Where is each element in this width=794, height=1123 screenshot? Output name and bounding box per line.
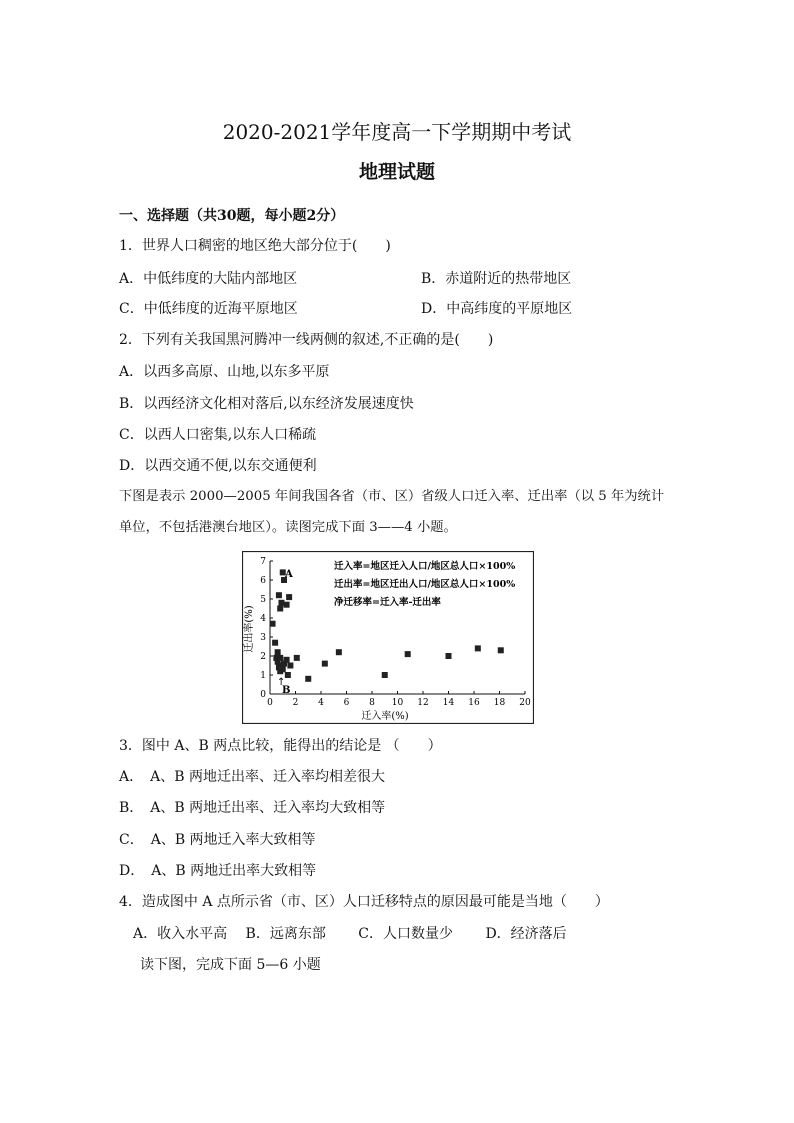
point-label-b-arrow: ↑ bbox=[277, 677, 286, 688]
scatter-point bbox=[498, 647, 504, 653]
question-2-option-c: C．以西人口密集,以东人口稀疏 bbox=[119, 427, 317, 443]
point-label-a: A bbox=[285, 569, 293, 580]
x-tick-label: 0 bbox=[267, 698, 273, 708]
scatter-point bbox=[294, 655, 300, 661]
scatter-point bbox=[286, 594, 292, 600]
formula-inflow: 迁入率=地区迁入人口/地区总人口×100% bbox=[334, 561, 516, 572]
scatter-point bbox=[287, 663, 293, 669]
question-2-option-a: A．以西多高原、山地,以东多平原 bbox=[119, 364, 330, 380]
x-tick-label: 8 bbox=[369, 698, 375, 708]
scatter-point bbox=[284, 602, 290, 608]
y-tick-label: 7 bbox=[260, 557, 266, 567]
formula-outflow: 迁出率=地区迁出人口/地区总人口×100% bbox=[334, 579, 516, 590]
x-tick-label: 10 bbox=[391, 698, 404, 708]
section-heading: 一、选择题（共30题，每小题2分） bbox=[119, 208, 345, 224]
x-tick-label: 18 bbox=[493, 698, 506, 708]
y-axis-label: 迁出率(%) bbox=[244, 605, 255, 653]
question-2-option-b: B．以西经济文化相对落后,以东经济发展速度快 bbox=[119, 396, 414, 412]
question-3-option-a: A． A、B 两地迁出率、迁入率均相差很大 bbox=[119, 769, 385, 785]
scatter-point bbox=[382, 672, 388, 678]
migration-rate-figure bbox=[242, 551, 534, 724]
y-tick-label: 4 bbox=[260, 614, 266, 624]
y-tick-label: 6 bbox=[260, 576, 266, 586]
scatter-point bbox=[277, 655, 283, 661]
figure-intro-line-2: 单位，不包括港澳台地区）。读图完成下面 3——4 小题。 bbox=[119, 520, 457, 535]
x-tick-label: 4 bbox=[318, 698, 324, 708]
question-4-options: A．收入水平高 B．远离东部 C．人口数量少 D．经济落后 bbox=[133, 926, 567, 942]
question-1-stem: 1．世界人口稠密的地区绝大部分位于( ) bbox=[119, 238, 391, 254]
y-tick-label: 5 bbox=[260, 595, 266, 605]
scatter-point bbox=[336, 649, 342, 655]
scatter-point bbox=[322, 661, 328, 667]
y-tick-label: 2 bbox=[260, 652, 266, 662]
scatter-point bbox=[405, 651, 411, 657]
x-tick-label: 6 bbox=[343, 698, 350, 708]
page-title: 2020-2021学年度高一下学期期中考试 bbox=[222, 120, 572, 144]
y-tick-label: 0 bbox=[260, 690, 266, 700]
scatter-point bbox=[285, 672, 291, 678]
x-tick-label: 12 bbox=[417, 698, 429, 708]
question-2-option-d: D．以西交通不便,以东交通便利 bbox=[119, 458, 317, 474]
scatter-point bbox=[305, 676, 311, 682]
scatter-point bbox=[475, 645, 481, 651]
scatter-point bbox=[272, 640, 278, 646]
question-3-option-d: D． A、B 两地迁出率大致相等 bbox=[119, 863, 317, 879]
question-1-option-c: C．中低纬度的近海平原地区 bbox=[119, 301, 298, 317]
scatter-point bbox=[280, 666, 286, 672]
closing-instruction: 读下图，完成下面 5—6 小题 bbox=[140, 957, 321, 973]
point-label-b: B bbox=[282, 685, 291, 696]
scatter-point bbox=[276, 592, 282, 598]
question-3-option-c: C． A、B 两地迁入率大致相等 bbox=[119, 832, 316, 848]
question-4-stem: 4．造成图中 A 点所示省（市、区）人口迁移特点的原因最可能是当地（ ） bbox=[119, 894, 609, 910]
scatter-point bbox=[277, 606, 283, 612]
question-3-option-b: B． A、B 两地迁出率、迁入率均大致相等 bbox=[119, 800, 386, 816]
x-tick-label: 2 bbox=[292, 698, 299, 708]
question-2-stem: 2．下列有关我国黑河腾冲一线两侧的叙述,不正确的是( ) bbox=[119, 332, 494, 348]
x-tick-label: 20 bbox=[519, 698, 531, 708]
migration-scatter-chart bbox=[242, 551, 534, 724]
scatter-point bbox=[446, 653, 452, 659]
x-tick-label: 16 bbox=[468, 698, 480, 708]
scatter-point bbox=[275, 649, 281, 655]
scatter-point bbox=[270, 621, 276, 627]
page-subtitle: 地理试题 bbox=[358, 161, 435, 183]
formula-net-migration: 净迁移率=迁入率-迁出率 bbox=[334, 597, 441, 608]
x-tick-label: 14 bbox=[442, 698, 455, 708]
x-axis-label: 迁入率(%) bbox=[361, 711, 409, 722]
y-tick-label: 3 bbox=[260, 633, 266, 643]
question-3-stem: 3．图中 A、B 两点比较，能得出的结论是 （ ） bbox=[119, 738, 442, 754]
figure-intro-line-1: 下图是表示 2000—2005 年间我国各省（市、区）省级人口迁入率、迁出率（以 5 年为统计 bbox=[119, 489, 665, 504]
question-1-option-a: A．中低纬度的大陆内部地区 bbox=[119, 271, 298, 287]
scatter-point bbox=[284, 657, 290, 663]
question-1-option-b: B．赤道附近的热带地区 bbox=[421, 271, 572, 287]
question-1-option-d: D．中高纬度的平原地区 bbox=[421, 301, 573, 317]
y-tick-label: 1 bbox=[260, 671, 266, 681]
